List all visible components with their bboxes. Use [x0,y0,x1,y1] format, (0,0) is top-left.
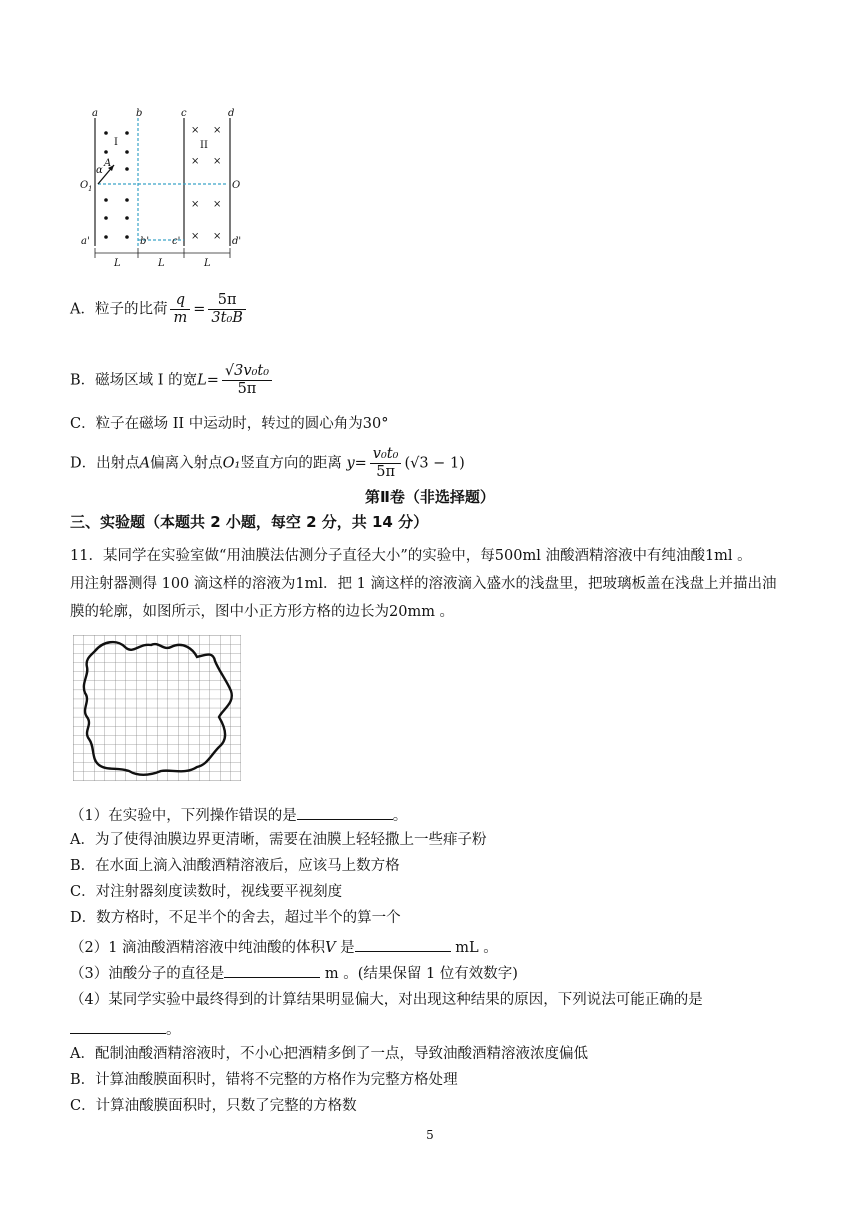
sub1-end: 。 [392,808,408,824]
equals-sign: = [354,455,367,472]
q11-sub2 [70,936,498,958]
sub1-option-c: C．对注射器刻度读数时，视线要平视刻度 [70,884,343,900]
math-var: A [139,455,151,472]
frac-num: 5π [208,292,246,310]
svg-text:×: × [191,231,200,242]
math-var: O₁ [222,455,241,472]
frac-den: m [173,310,188,326]
sub1-text: （1）在实验中，下列操作错误的是 [70,808,297,824]
equals-sign: = [206,372,219,389]
frac-den: 5π [376,464,395,480]
frac-num: q [170,292,190,310]
q11-sub1 [70,804,407,826]
sub4-option-c: C．计算油酸膜面积时，只数了完整的方格数 [70,1098,357,1114]
label-o: O [232,180,241,191]
frac-den: 3t₀B [211,310,243,326]
svg-text:×: × [213,199,222,210]
label-o1: O [80,180,89,191]
frac-num: v₀t₀ [370,446,402,464]
section-title: 第Ⅱ卷（非选择题） [365,488,495,506]
fraction-value [208,292,246,327]
frac-num: √3v₀t₀ [222,363,272,381]
sub3-text: （3）油酸分子的直径是 [70,966,225,982]
math-var: L [197,372,207,389]
label-region-1: I [114,137,118,148]
label-alpha: α [96,165,103,176]
label-o1-sub: 1 [88,185,93,193]
math-var: V [325,940,336,956]
option-a-prefix: A．粒子的比荷 [70,301,168,318]
label-d: d [228,108,235,119]
section3-title: 三、实验题（本题共 2 小题，每空 2 分，共 14 分） [70,513,429,531]
label-region-2: II [200,140,208,151]
option-c-text: C．粒子在磁场 II 中运动时，转过的圆心角为 [70,416,363,432]
sub1-option-d: D．数方格时，不足半个的舍去，超过半个的算一个 [70,910,401,926]
svg-text:×: × [191,156,200,167]
q11-line1: 11．某同学在实验室做“用油膜法估测分子直径大小”的实验中，每500ml 油酸酒精溶液中有纯油酸1ml 。 [70,548,752,564]
answer-blank-3[interactable] [224,962,320,978]
magnetic-field-diagram [78,108,248,268]
svg-text:×: × [191,125,200,136]
q11-sub3 [70,962,518,984]
q11-sub4: （4）某同学实验中最终得到的计算结果明显偏大，对出现这种结果的原因，下列说法可能正确的是 [70,992,703,1008]
option-d [70,446,465,481]
label-a: a [92,108,98,119]
option-b [70,363,275,398]
svg-text:×: × [213,231,222,242]
label-b-prime: b' [140,236,150,247]
sub2-text: （2）1 滴油酸酒精溶液中纯油酸的体积 [70,940,326,956]
option-c [70,414,388,434]
label-c-prime: c' [172,236,181,247]
page-number: 5 [426,1128,434,1142]
answer-blank-2[interactable] [355,936,451,952]
q11-line3: 膜的轮廓，如图所示，图中小正方形方格的边长为20mm 。 [70,604,455,620]
fraction-value [370,446,402,481]
sub1-option-a: A．为了使得油膜边界更清晰，需要在油膜上轻轻撒上一些痱子粉 [70,832,487,848]
label-l3: L [204,258,211,268]
q11-line2: 用注射器测得 100 滴这样的溶液为1ml．把 1 滴这样的溶液滴入盛水的浅盘里，把玻璃板盖在浅盘上并描出油 [70,576,777,592]
answer-blank-4[interactable] [70,1018,166,1034]
sub2-unit: mL 。 [450,940,498,956]
option-d-mid2: 竖直方向的距离 [240,455,342,472]
option-a [70,292,249,327]
sub2-text-b: 是 [335,940,355,956]
fraction-value [222,363,272,398]
label-c: c [181,108,187,119]
sub4-end: 。 [166,1022,181,1038]
label-d-prime: d' [232,236,242,247]
option-d-prefix: D．出射点 [70,455,140,472]
angle-value: 30° [362,416,389,432]
label-b: b [136,108,143,119]
option-d-paren: (√3 − 1) [404,455,465,472]
frac-den: 5π [237,381,257,397]
option-d-mid: 偏离入射点 [150,455,223,472]
oil-film-grid-figure [73,635,241,781]
label-a-point: A [104,158,112,169]
option-b-prefix: B．磁场区域 I 的宽 [70,372,198,389]
label-l1: L [114,258,121,268]
svg-text:×: × [191,199,200,210]
math-var: y [346,455,355,472]
sub4-option-a: A．配制油酸酒精溶液时，不小心把酒精多倒了一点，导致油酸酒精溶液浓度偏低 [70,1046,588,1062]
equals-sign: = [193,301,206,318]
q11-sub4-blank-line [70,1018,181,1040]
answer-blank-1[interactable] [297,804,393,820]
svg-text:×: × [213,125,222,136]
sub1-option-b: B．在水面上滴入油酸酒精溶液后，应该马上数方格 [70,858,400,874]
svg-text:×: × [213,156,222,167]
label-l2: L [158,258,165,268]
sub4-option-b: B．计算油酸膜面积时，错将不完整的方格作为完整方格处理 [70,1072,458,1088]
sub3-unit: m 。(结果保留 1 位有效数字) [320,966,518,982]
fraction-q-m [170,292,190,327]
label-a-prime: a' [81,236,90,247]
